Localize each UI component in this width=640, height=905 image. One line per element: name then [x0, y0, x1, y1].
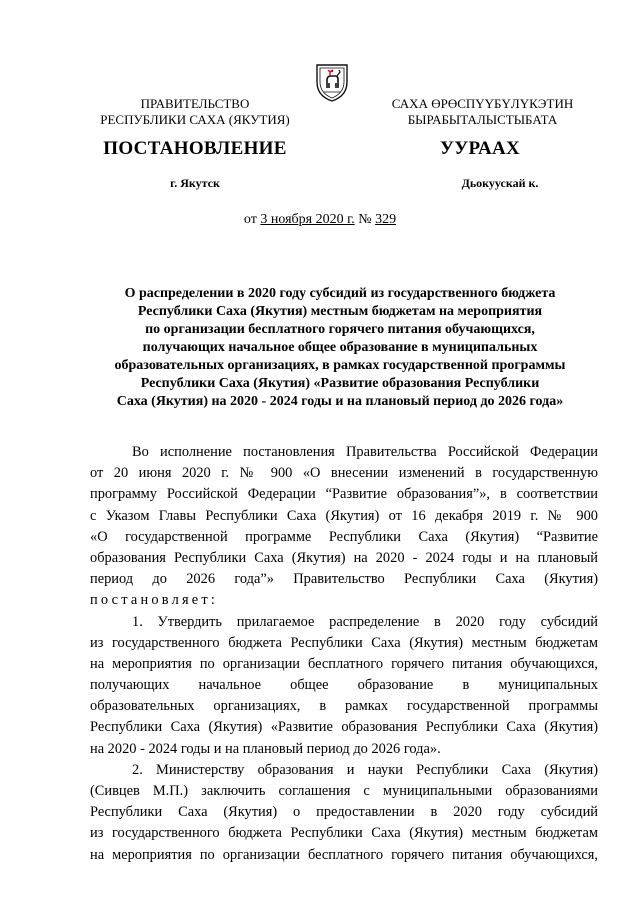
body-line: образования Республики Саха (Якутия) на 2020 - 2024 годы и на плановый [90, 549, 598, 566]
document-body [90, 442, 598, 866]
title-line: получающих начальное общее образование в муниципальных [142, 340, 538, 355]
coat-of-arms-icon [315, 62, 349, 102]
body-line: на мероприятия по организации бесплатного горячего питания обучающихся, [90, 655, 598, 672]
date-prefix: от [243, 212, 257, 227]
org-name-sah [370, 96, 595, 128]
body-line: на мероприятия по организации бесплатного горячего питания обучающихся, [90, 846, 598, 863]
org-name-ru-line-1: ПРАВИТЕЛЬСТВО [140, 96, 250, 111]
body-line: от 20 июня 2020 г. № 900 «О внесении изменений в государственную [90, 465, 598, 482]
body-line: «О государственной программе Республики Саха (Якутия) “Развитие [90, 528, 598, 545]
title-line: Республики Саха (Якутия) местным бюджетам на мероприятия [137, 304, 543, 319]
body-line: 2. Министерству образования и науки Республики Саха (Якутия) [132, 761, 598, 778]
body-line: (Сивцев М.П.) заключить соглашения с муниципальными образованиями [90, 783, 598, 799]
org-name-sah-line-1: САХА ӨРӨСПҮҮБҮЛҮКЭТИН [391, 96, 574, 111]
doctype-ru: ПОСТАНОВЛЕНИЕ [103, 138, 287, 159]
body-line: период до 2026 года”» Правительство Республики Саха (Якутия) [90, 571, 598, 588]
document-number: 329 [375, 212, 397, 227]
org-name-ru-line-2: РЕСПУБЛИКИ САХА (ЯКУТИЯ) [100, 112, 290, 127]
body-line: на 2020 - 2024 годы и на плановый период до 2026 года». [90, 740, 441, 757]
doctype-sah: УУРААХ [439, 138, 521, 159]
title-line: образовательных организациях, в рамках государственной программы [114, 358, 566, 373]
body-line: образовательных организациях, в рамках государственной программы [90, 698, 598, 715]
title-line: Саха (Якутия) на 2020 - 2024 годы и на плановый период до 2026 года» [116, 394, 564, 409]
number-sign: № [358, 212, 372, 227]
body-line-resolves: постановляет: [90, 592, 219, 609]
city-sah: Дьокуускай к. [461, 176, 539, 190]
body-line: программу Российской Федерации “Развитие образования”», в соответствии [90, 486, 598, 503]
document-title [80, 285, 600, 411]
org-name-ru [90, 96, 300, 128]
title-line: О распределении в 2020 году субсидий из государственного бюджета [124, 286, 556, 301]
city-ru: г. Якутск [170, 176, 220, 190]
body-line: получающих начальное общее образование в муниципальных [90, 677, 598, 694]
body-line: из государственного бюджета Республики Саха (Якутия) местным бюджетам [90, 634, 598, 651]
body-line: Республики Саха (Якутия) «Развитие образования Республики Саха (Якутия) [90, 719, 598, 736]
document-date-number [200, 212, 440, 228]
body-line: 1. Утвердить прилагаемое распределение в 2020 году субсидий [132, 613, 598, 630]
body-line: из государственного бюджета Республики Саха (Якутия) местным бюджетам [90, 825, 598, 842]
title-line: по организации бесплатного горячего питания обучающихся, [145, 322, 535, 337]
org-name-sah-line-2: БЫРАБЫТАЛЫСТЫБАТА [407, 112, 558, 127]
title-line: Республики Саха (Якутия) «Развитие образования Республики [140, 376, 540, 391]
document-date: 3 ноября 2020 г. [260, 212, 355, 227]
body-line: Республики Саха (Якутия) о предоставлении в 2020 году субсидий [90, 804, 598, 821]
body-line: Во исполнение постановления Правительства Российской Федерации [132, 444, 598, 460]
body-line: с Указом Главы Республики Саха (Якутия) от 16 декабря 2019 г. № 900 [90, 507, 598, 524]
